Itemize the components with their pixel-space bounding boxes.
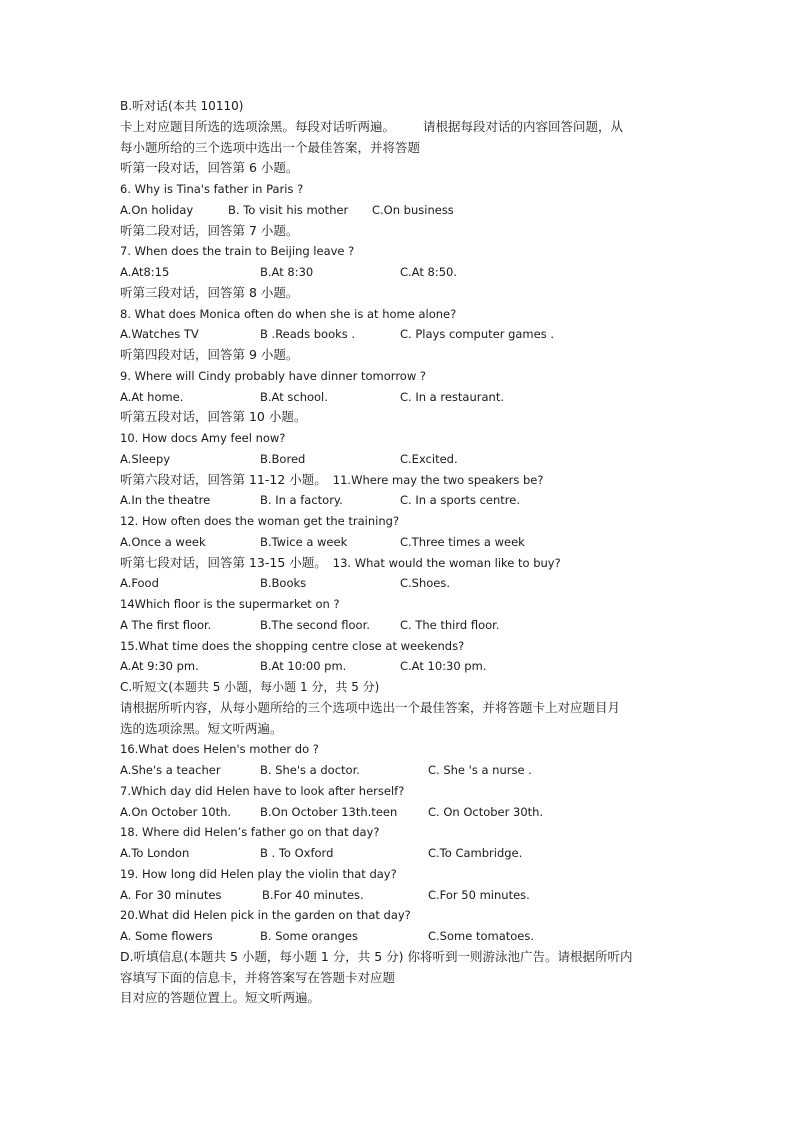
section-b-heading: B.听对话(本共 10110) bbox=[120, 99, 244, 113]
section-d-instructions-line3: 目对应的答题位置上。短文听两遍。 bbox=[120, 990, 321, 1006]
option-b[interactable]: B.Bored bbox=[260, 451, 306, 466]
conversation-7-row bbox=[120, 553, 680, 574]
section-c-instructions-line2: 选的选项涂黑。短文听两遍。 bbox=[120, 720, 283, 736]
option-a[interactable]: A.At 9:30 pm. bbox=[120, 659, 199, 674]
option-a[interactable]: A.Sleepy bbox=[120, 451, 171, 466]
option-b[interactable]: B.Twice a week bbox=[260, 534, 348, 549]
section-b-instructions-line1 bbox=[120, 117, 680, 138]
option-c[interactable]: C. On October 30th. bbox=[428, 804, 544, 819]
option-a[interactable]: A The first floor. bbox=[120, 617, 212, 632]
options-17 bbox=[120, 802, 680, 823]
option-a[interactable]: A.She's a teacher bbox=[120, 763, 221, 777]
conversation-2-prompt: 听第二段对话，回答第 7 小题。 bbox=[120, 222, 299, 238]
option-c[interactable]: C.On business bbox=[372, 202, 454, 217]
options-16 bbox=[120, 760, 680, 781]
option-a[interactable]: A. Some flowers bbox=[120, 929, 213, 943]
conversation-6-prompt: 听第六段对话，回答第 11-12 小题。 bbox=[120, 471, 327, 487]
option-a[interactable]: A.Food bbox=[120, 576, 159, 591]
conversation-7-prompt: 听第七段对话，回答第 13-15 小题。 bbox=[120, 554, 327, 570]
question-16: 16.What does Helen's mother do ? bbox=[120, 742, 319, 757]
question-15: 15.What time does the shopping centre close at weekends? bbox=[120, 638, 465, 653]
options-9 bbox=[120, 387, 680, 408]
conversation-5-prompt: 听第五段对话，回答第 10 小题。 bbox=[120, 409, 307, 425]
conversation-4-prompt: 听第四段对话，回答第 9 小题。 bbox=[120, 347, 299, 362]
question-20: 20.What did Helen pick in the garden on that day? bbox=[120, 908, 411, 923]
option-b[interactable]: B.At school. bbox=[260, 389, 328, 404]
option-b[interactable]: B. In a factory. bbox=[260, 493, 343, 508]
option-c[interactable]: C.At 8:50. bbox=[400, 265, 457, 279]
options-20 bbox=[120, 926, 680, 947]
conversation-3-prompt: 听第三段对话，回答第 8 小题。 bbox=[120, 284, 299, 300]
option-c[interactable]: C.Shoes. bbox=[400, 576, 451, 591]
instructions-part-b: 请根据每段对话的内容回答问题，从 bbox=[423, 118, 624, 134]
question-17: 7.Which day did Helen have to look after herself? bbox=[120, 783, 405, 798]
option-b[interactable]: B.Books bbox=[260, 576, 307, 591]
options-13 bbox=[120, 573, 680, 594]
question-7: 7. When does the train to Beijing leave ? bbox=[120, 244, 355, 259]
options-15 bbox=[120, 656, 680, 677]
option-b[interactable]: B.On October 13th.teen bbox=[260, 804, 398, 819]
option-c[interactable]: C.To Cambridge. bbox=[428, 846, 523, 860]
option-b[interactable]: B. To visit his mother bbox=[228, 202, 349, 217]
question-8: 8. What does Monica often do when she is at home alone? bbox=[120, 306, 457, 321]
option-c[interactable]: C. In a sports centre. bbox=[400, 493, 520, 508]
option-a[interactable]: A.At8:15 bbox=[120, 265, 170, 279]
option-c[interactable]: C. Plays computer games . bbox=[400, 327, 555, 342]
option-c[interactable]: C. She 's a nurse . bbox=[428, 763, 532, 777]
question-12: 12. How often does the woman get the training? bbox=[120, 514, 400, 528]
option-c[interactable]: C. In a restaurant. bbox=[400, 389, 504, 404]
option-a[interactable]: A. For 30 minutes bbox=[120, 887, 222, 902]
section-b-instructions-line2: 每小题所给的三个选项中选出一个最佳答案，并将答题 bbox=[120, 139, 421, 155]
option-b[interactable]: B .Reads books . bbox=[260, 327, 356, 342]
question-11: 11.Where may the two speakers be? bbox=[332, 472, 544, 487]
option-c[interactable]: C.Some tomatoes. bbox=[428, 929, 535, 943]
option-a[interactable]: A.At home. bbox=[120, 389, 184, 404]
option-a[interactable]: A.On holiday bbox=[120, 202, 194, 217]
options-10 bbox=[120, 449, 680, 470]
question-6: 6. Why is Tina's father in Paris ? bbox=[120, 182, 304, 196]
section-c-instructions-line1: 请根据所听内容，从每小题所给的三个选项中选出一个最佳答案，并将答题卡上对应题目月 bbox=[120, 699, 621, 715]
option-c[interactable]: C.Three times a week bbox=[400, 534, 525, 549]
option-c[interactable]: C. The third floor. bbox=[400, 617, 500, 632]
conversation-6-row bbox=[120, 470, 680, 491]
options-19 bbox=[120, 885, 680, 906]
section-d-heading: D.听填信息(本题共 5 小题，每小题 1 分，共 5 分) 你将听到一则游泳池广告。请根据所听内 bbox=[120, 948, 633, 964]
option-b[interactable]: B. Some oranges bbox=[260, 929, 358, 943]
option-a[interactable]: A.Watches TV bbox=[120, 327, 199, 342]
options-12 bbox=[120, 532, 680, 553]
conversation-1-prompt: 听第一段对话，回答第 6 小题。 bbox=[120, 160, 299, 176]
question-9: 9. Where will Cindy probably have dinner tomorrow ? bbox=[120, 368, 426, 383]
option-b[interactable]: B . To Oxford bbox=[260, 846, 334, 860]
options-6 bbox=[120, 200, 680, 221]
option-b[interactable]: B.At 10:00 pm. bbox=[260, 659, 347, 674]
option-a[interactable]: A.Once a week bbox=[120, 534, 206, 549]
option-c[interactable]: C.At 10:30 pm. bbox=[400, 659, 487, 674]
option-b[interactable]: B.For 40 minutes. bbox=[262, 887, 364, 902]
exam-page bbox=[120, 96, 680, 1009]
option-b[interactable]: B.At 8:30 bbox=[260, 265, 314, 279]
option-a[interactable]: A.To London bbox=[120, 846, 190, 860]
question-18: 18. Where did Helen’s father go on that day? bbox=[120, 825, 380, 840]
question-13: 13. What would the woman like to buy? bbox=[332, 555, 561, 570]
section-d-instructions-line2: 容填写下面的信息卡，并将答案写在答题卡对应题 bbox=[120, 969, 396, 985]
option-c[interactable]: C.Excited. bbox=[400, 451, 458, 466]
question-14: 14Which floor is the supermarket on ? bbox=[120, 597, 340, 611]
instructions-part-a: 卡上对应题目所选的选项涂黑。每段对话听两遍。 bbox=[120, 118, 396, 134]
options-14 bbox=[120, 615, 680, 636]
question-10: 10. How docs Amy feel now? bbox=[120, 431, 286, 445]
option-b[interactable]: B.The second floor. bbox=[260, 617, 370, 632]
options-7 bbox=[120, 262, 680, 283]
option-a[interactable]: A.In the theatre bbox=[120, 493, 211, 508]
options-8 bbox=[120, 324, 680, 345]
options-18 bbox=[120, 843, 680, 864]
options-11 bbox=[120, 490, 680, 511]
question-19: 19. How long did Helen play the violin that day? bbox=[120, 866, 397, 881]
option-a[interactable]: A.On October 10th. bbox=[120, 804, 232, 819]
option-c[interactable]: C.For 50 minutes. bbox=[428, 887, 530, 902]
option-b[interactable]: B. She's a doctor. bbox=[260, 763, 360, 777]
section-c-heading: C.听短文(本题共 5 小题，每小题 1 分，共 5 分) bbox=[120, 680, 380, 694]
